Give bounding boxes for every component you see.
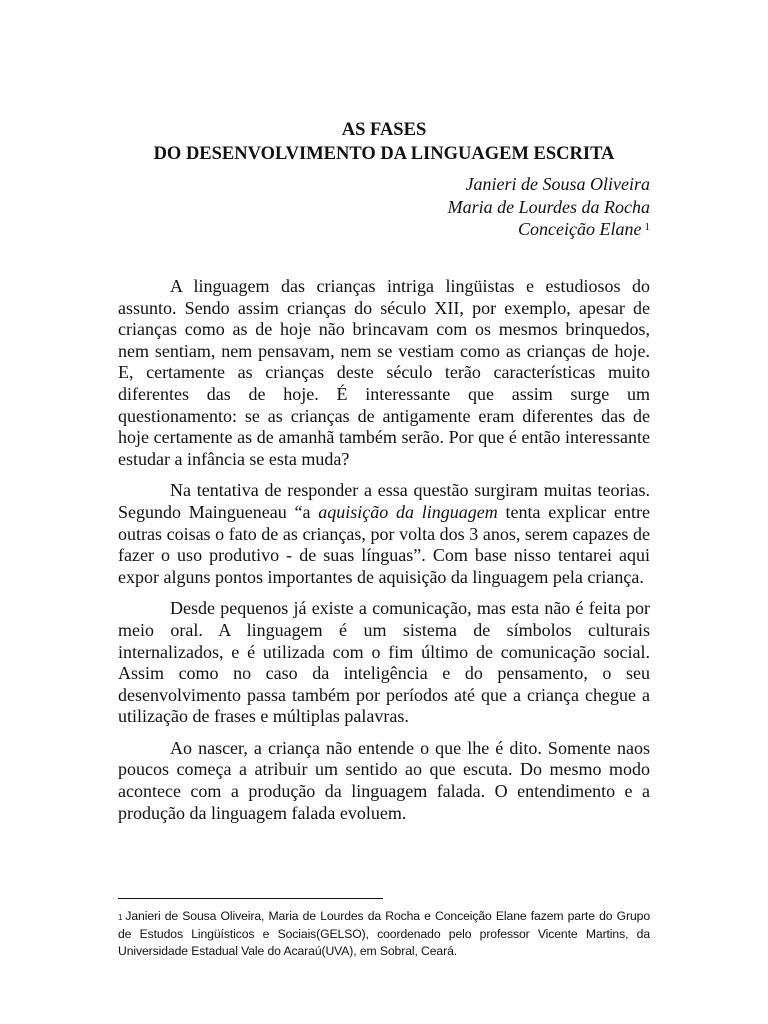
paragraph-2 — [118, 480, 650, 588]
footnote — [118, 908, 650, 961]
footnote-text: Janieri de Sousa Oliveira, Maria de Lourdes da Rocha e Conceição Elane fazem parte do Grupo de Estudos Lingüísticos e Sociais(GELSO), coordenado pelo professor Vicente Martins, da Universidade Estadual Vale do Acaraú(UVA), em Sobral, Ceará. — [118, 909, 650, 958]
title-line-1: AS FASES — [341, 120, 427, 140]
paragraph-3: Desde pequenos já existe a comunicação, mas esta não é feita por meio oral. A linguagem é um sistema de símbolos culturais internalizados, e é utilizada com o fim último de comunicação social. Assim como no caso da inteligência e do pensamento, o seu desenvolvimento passa também por períodos até que a criança chegue a utilização de frases e múltiplas palavras. — [118, 598, 650, 727]
document-title — [118, 118, 650, 166]
author-name: Janieri de Sousa Oliveira — [465, 174, 650, 194]
author-name-with-footnote — [448, 218, 650, 241]
footnote-divider — [118, 898, 383, 899]
body-text — [118, 276, 650, 834]
author-name: Maria de Lourdes da Rocha — [447, 196, 650, 217]
paragraph-2-text: tenta explicar entre outras coisas o fato de as crianças, por volta dos 3 anos, serem capazes de fazer o uso produtivo - de suas línguas”. Com base nisso tentarei aqui expor alguns pontos importantes de aquisição da linguagem pela criança. — [118, 501, 650, 587]
paragraph-1: A linguagem das crianças intriga lingüistas e estudiosos do assunto. Sendo assim crianças do século XII, por exemplo, apesar de crianças como as de hoje não brincavam com os mesmos brinquedos, nem sentiam, nem pensavam, nem se vestiam como as crianças de hoje. E, certamente as crianças deste século terão características muito diferentes das de hoje. É interessante que assim surge um questionamento: se as crianças de antigamente eram diferentes das de hoje certamente as de amanhã também serão. Por que é então interessante estudar a infância se esta muda? — [118, 276, 650, 469]
paragraph-4: Ao nascer, a criança não entende o que lhe é dito. Somente naos poucos começa a atribuir um sentido ao que escuta. Do mesmo modo acontece com a produção da linguagem falada. O entendimento e a produção da linguagem falada evoluem. — [118, 737, 650, 823]
title-line-2: DO DESENVOLVIMENTO DA LINGUAGEM ESCRITA — [153, 144, 615, 164]
footnote-reference[interactable]: 1 — [644, 221, 650, 233]
italic-term: aquisição da linguagem — [318, 501, 498, 522]
author-list — [448, 173, 650, 241]
paragraph-2-text: Na tentativa de responder a essa questão surgiram muitas teorias. Segundo Maingueneau “a — [118, 480, 650, 522]
footnote-marker: 1 — [118, 913, 123, 922]
author-name: Conceição Elane — [518, 219, 642, 239]
